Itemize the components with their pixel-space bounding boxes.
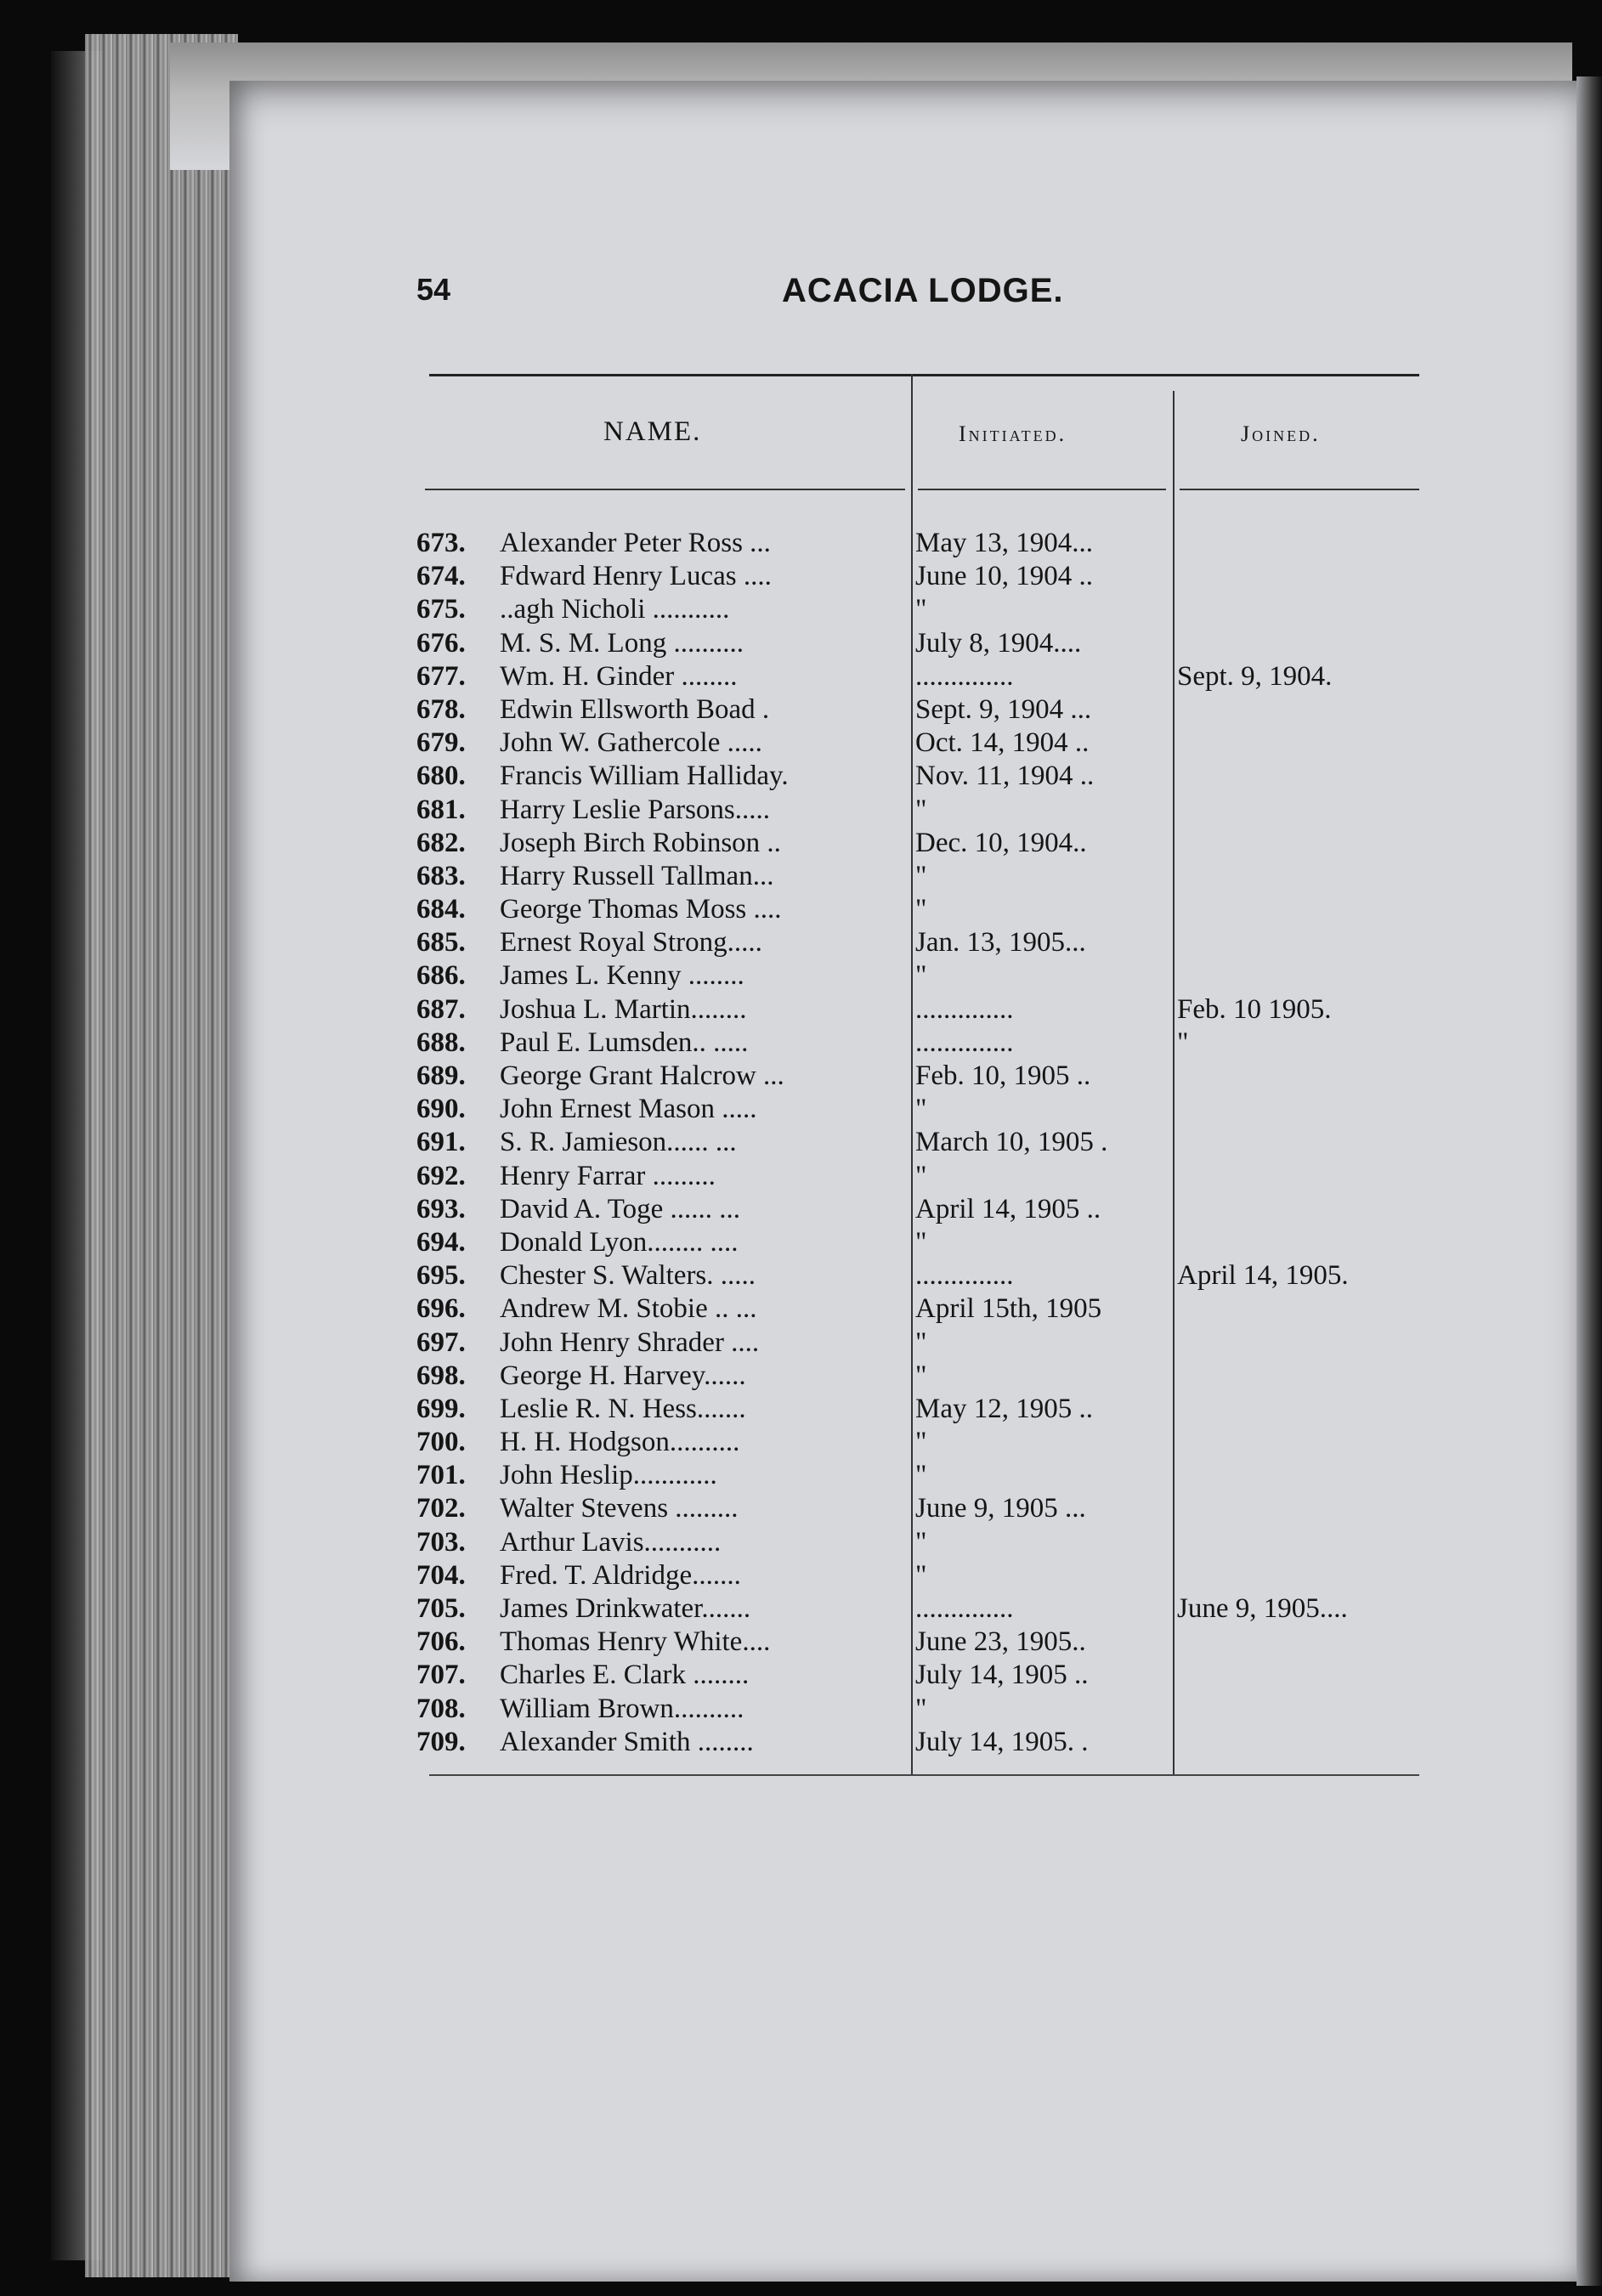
- table-row: [416, 1259, 1428, 1292]
- table-row: [416, 627, 1428, 660]
- member-number: 705.: [416, 1593, 466, 1624]
- member-name: John Ernest Mason .....: [500, 1094, 757, 1125]
- table-row: [416, 1060, 1428, 1093]
- member-number: 691.: [416, 1127, 466, 1158]
- member-name: Donald Lyon........ ....: [500, 1226, 739, 1258]
- table-row: [416, 1193, 1428, 1226]
- table-row: [416, 660, 1428, 693]
- initiated-date: Dec. 10, 1904..: [915, 827, 1087, 858]
- member-name: Arthur Lavis...........: [500, 1526, 722, 1558]
- member-name: Harry Leslie Parsons.....: [500, 794, 771, 825]
- member-name: David A. Toge ...... ...: [500, 1193, 741, 1224]
- initiated-date: Nov. 11, 1904 ..: [915, 761, 1095, 792]
- table-row: [416, 1326, 1428, 1360]
- table-bottom-rule: [429, 1774, 1419, 1776]
- member-number: 709.: [416, 1726, 466, 1757]
- initiated-date: ..............: [915, 1593, 1014, 1624]
- initiated-date: ": [915, 594, 927, 625]
- page-right-edge: [1577, 76, 1602, 2286]
- member-number: 679.: [416, 727, 466, 759]
- header-rule-initiated: [918, 489, 1166, 490]
- table-row: [416, 1226, 1428, 1259]
- member-number: 690.: [416, 1094, 466, 1125]
- table-row: [416, 1592, 1428, 1626]
- member-name: Paul E. Lumsden.. .....: [500, 1026, 749, 1058]
- member-name: Alexander Smith ........: [500, 1726, 754, 1757]
- column-header-name: NAME.: [603, 416, 702, 447]
- member-number: 699.: [416, 1393, 466, 1424]
- table-row: [416, 1426, 1428, 1459]
- table-row: [416, 926, 1428, 959]
- member-name: Fred. T. Aldridge.......: [500, 1559, 741, 1591]
- table-row: [416, 1693, 1428, 1726]
- member-number: 704.: [416, 1559, 466, 1591]
- book-page-edges: [85, 34, 238, 2277]
- member-number: 692.: [416, 1160, 466, 1191]
- member-number: 684.: [416, 894, 466, 925]
- table-row: [416, 1026, 1428, 1060]
- table-row: [416, 1626, 1428, 1659]
- table-body: [416, 527, 1428, 1759]
- member-name: Henry Farrar .........: [500, 1160, 716, 1191]
- member-number: 688.: [416, 1026, 466, 1058]
- running-head: [416, 272, 1436, 340]
- table-row: [416, 693, 1428, 727]
- initiated-date: ": [915, 794, 927, 825]
- member-number: 706.: [416, 1626, 466, 1658]
- table-row: [416, 959, 1428, 992]
- table-row: [416, 1160, 1428, 1193]
- initiated-date: ": [915, 1460, 927, 1491]
- initiated-date: March 10, 1905 .: [915, 1127, 1108, 1158]
- member-name: M. S. M. Long ..........: [500, 627, 744, 659]
- initiated-date: ": [915, 1326, 927, 1358]
- initiated-date: ..............: [915, 1026, 1014, 1058]
- table-row: [416, 860, 1428, 893]
- initiated-date: ..............: [915, 660, 1014, 692]
- member-number: 696.: [416, 1293, 466, 1325]
- initiated-date: ": [915, 1427, 927, 1458]
- member-number: 702.: [416, 1493, 466, 1524]
- member-number: 673.: [416, 528, 466, 558]
- table-row: [416, 1726, 1428, 1759]
- joined-date: ": [1177, 1026, 1189, 1058]
- initiated-date: June 23, 1905..: [915, 1626, 1086, 1658]
- member-number: 707.: [416, 1660, 466, 1691]
- member-number: 680.: [416, 761, 466, 792]
- initiated-date: Jan. 13, 1905...: [915, 927, 1086, 959]
- table-top-rule: [429, 374, 1419, 376]
- page-number: 54: [416, 272, 451, 307]
- member-number: 685.: [416, 927, 466, 959]
- initiated-date: April 15th, 1905: [915, 1293, 1102, 1325]
- joined-date: Feb. 10 1905.: [1177, 993, 1332, 1025]
- table-row: [416, 727, 1428, 760]
- page-content: [416, 272, 1436, 1757]
- header-rule-joined: [1180, 489, 1419, 490]
- column-header-initiated: Initiated.: [959, 421, 1067, 446]
- initiated-date: ": [915, 860, 927, 891]
- initiated-date: July 14, 1905. .: [915, 1726, 1089, 1757]
- initiated-date: ": [915, 894, 927, 925]
- initiated-date: ": [915, 1526, 927, 1558]
- member-name: George H. Harvey......: [500, 1360, 746, 1391]
- table-row: [416, 794, 1428, 827]
- initiated-date: April 14, 1905 ..: [915, 1193, 1101, 1224]
- member-name: John W. Gathercole .....: [500, 727, 762, 759]
- table-row: [416, 560, 1428, 593]
- member-number: 677.: [416, 660, 466, 692]
- joined-date: June 9, 1905....: [1177, 1593, 1348, 1624]
- member-number: 681.: [416, 794, 466, 825]
- table-row: [416, 593, 1428, 626]
- initiated-date: ": [915, 1360, 927, 1391]
- member-number: 682.: [416, 827, 466, 858]
- initiated-date: ": [915, 960, 927, 992]
- table-row: [416, 527, 1428, 560]
- member-name: Joseph Birch Robinson ..: [500, 827, 781, 858]
- member-number: 693.: [416, 1193, 466, 1224]
- member-name: Harry Russell Tallman...: [500, 860, 774, 891]
- member-name: Andrew M. Stobie .. ...: [500, 1293, 757, 1325]
- member-number: 697.: [416, 1326, 466, 1358]
- initiated-date: ..............: [915, 993, 1014, 1025]
- member-name: Chester S. Walters. .....: [500, 1260, 756, 1292]
- member-number: 700.: [416, 1427, 466, 1458]
- member-name: S. R. Jamieson...... ...: [500, 1127, 737, 1158]
- member-number: 708.: [416, 1693, 466, 1724]
- table-row: [416, 1659, 1428, 1692]
- member-name: H. H. Hodgson..........: [500, 1427, 740, 1458]
- table-row: [416, 1093, 1428, 1126]
- member-name: Francis William Halliday.: [500, 761, 789, 792]
- member-number: 686.: [416, 960, 466, 992]
- initiated-date: ..............: [915, 1260, 1014, 1292]
- table-row: [416, 1459, 1428, 1492]
- initiated-date: ": [915, 1160, 927, 1191]
- initiated-date: May 12, 1905 ..: [915, 1393, 1093, 1424]
- page-title: ACACIA LODGE.: [782, 272, 1064, 309]
- table-row: [416, 1126, 1428, 1159]
- table-row: [416, 1360, 1428, 1393]
- table-row: [416, 1559, 1428, 1592]
- member-number: 674.: [416, 561, 466, 592]
- initiated-date: Sept. 9, 1904 ...: [915, 693, 1092, 725]
- joined-date: April 14, 1905.: [1177, 1260, 1349, 1292]
- table-row: [416, 1292, 1428, 1326]
- member-name: Edwin Ellsworth Boad .: [500, 693, 770, 725]
- member-number: 689.: [416, 1060, 466, 1091]
- table-row: [416, 1526, 1428, 1559]
- member-name: William Brown..........: [500, 1693, 744, 1724]
- member-name: Joshua L. Martin........: [500, 993, 747, 1025]
- initiated-date: ": [915, 1559, 927, 1591]
- member-number: 683.: [416, 860, 466, 891]
- member-number: 694.: [416, 1226, 466, 1258]
- initiated-date: Oct. 14, 1904 ..: [915, 727, 1090, 759]
- table-row: [416, 760, 1428, 793]
- table-row: [416, 1393, 1428, 1426]
- member-name: George Grant Halcrow ...: [500, 1060, 784, 1091]
- member-name: ..agh Nicholi ...........: [500, 594, 730, 625]
- initiated-date: ": [915, 1693, 927, 1724]
- member-name: Wm. H. Ginder ........: [500, 660, 738, 692]
- initiated-date: July 8, 1904....: [915, 627, 1082, 659]
- member-name: Walter Stevens .........: [500, 1493, 739, 1524]
- member-number: 687.: [416, 993, 466, 1025]
- member-name: George Thomas Moss ....: [500, 894, 782, 925]
- table-row: [416, 993, 1428, 1026]
- member-name: James Drinkwater.......: [500, 1593, 751, 1624]
- column-header-joined: Joined.: [1241, 421, 1321, 446]
- joined-date: Sept. 9, 1904.: [1177, 660, 1333, 692]
- header-rule-name: [425, 489, 905, 490]
- member-name: Alexander Peter Ross ...: [500, 528, 771, 558]
- member-number: 695.: [416, 1260, 466, 1292]
- member-number: 698.: [416, 1360, 466, 1391]
- initiated-date: May 13, 1904...: [915, 528, 1093, 558]
- table-row: [416, 893, 1428, 926]
- initiated-date: June 10, 1904 ..: [915, 561, 1093, 592]
- member-number: 675.: [416, 594, 466, 625]
- member-name: Thomas Henry White....: [500, 1626, 771, 1658]
- member-number: 701.: [416, 1460, 466, 1491]
- member-name: Leslie R. N. Hess.......: [500, 1393, 746, 1424]
- member-name: Ernest Royal Strong.....: [500, 927, 762, 959]
- table-row: [416, 1492, 1428, 1525]
- member-name: James L. Kenny ........: [500, 960, 744, 992]
- initiated-date: July 14, 1905 ..: [915, 1660, 1089, 1691]
- member-name: Charles E. Clark ........: [500, 1660, 750, 1691]
- member-number: 678.: [416, 693, 466, 725]
- initiated-date: ": [915, 1226, 927, 1258]
- member-number: 676.: [416, 627, 466, 659]
- table-row: [416, 827, 1428, 860]
- member-number: 703.: [416, 1526, 466, 1558]
- member-name: John Henry Shrader ....: [500, 1326, 760, 1358]
- initiated-date: June 9, 1905 ...: [915, 1493, 1086, 1524]
- member-name: Fdward Henry Lucas ....: [500, 561, 772, 592]
- initiated-date: ": [915, 1094, 927, 1125]
- initiated-date: Feb. 10, 1905 ..: [915, 1060, 1091, 1091]
- member-name: John Heslip............: [500, 1460, 717, 1491]
